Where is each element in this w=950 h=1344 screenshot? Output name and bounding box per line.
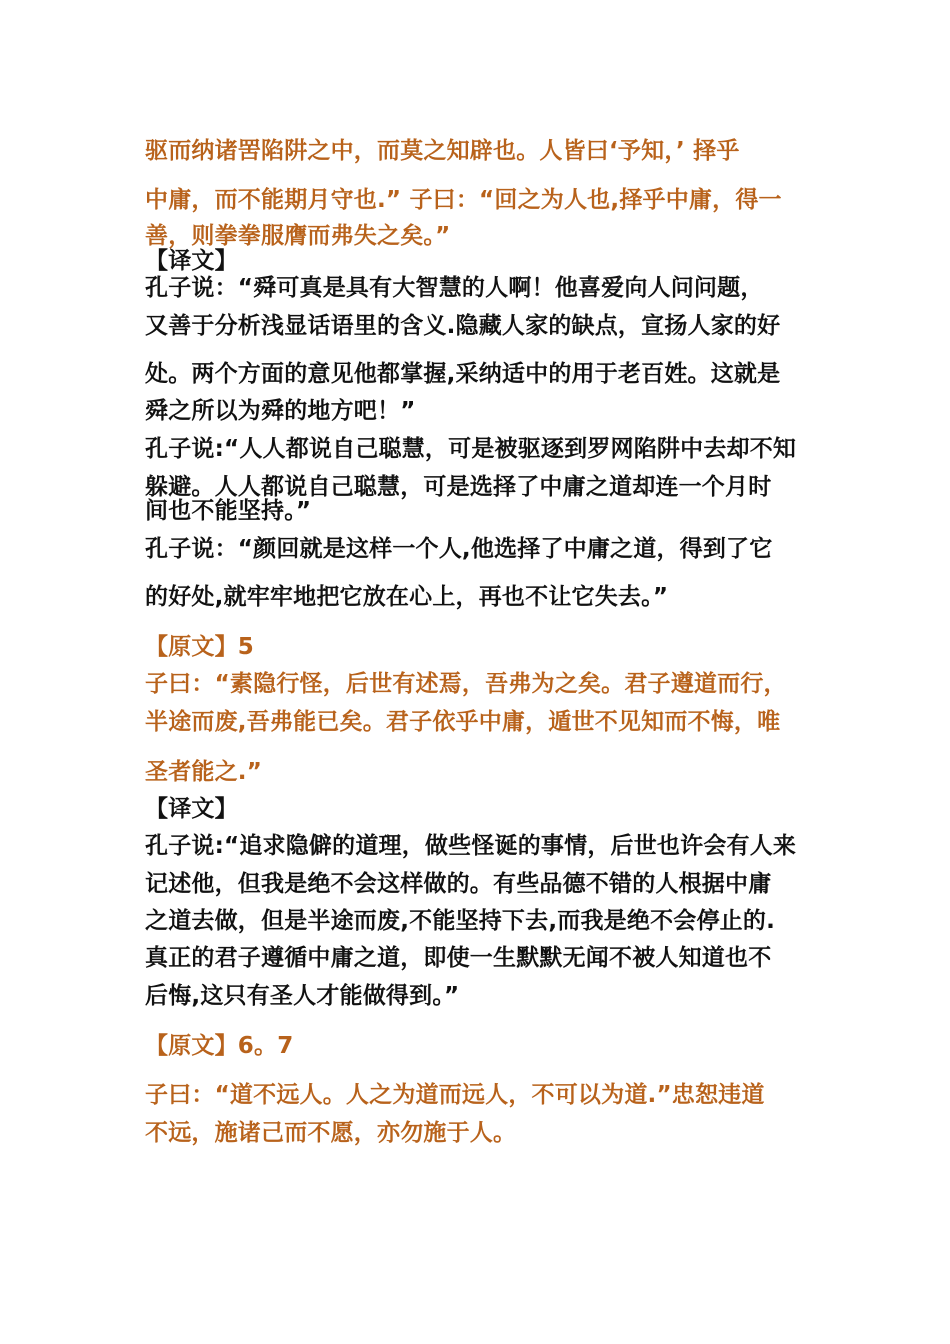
text-line: 真正的君子遵循中庸之道，即使一生默默无闻不被人知道也不 [145,945,772,971]
text-line: 半途而废,吾弗能已矣。君子依乎中庸，遁世不见知而不悔，唯 [145,709,781,735]
text-line: 又善于分析浅显话语里的含义.隐藏人家的缺点，宣扬人家的好 [145,313,781,339]
text-line: 之道去做，但是半途而废,不能坚持下去,而我是绝不会停止的. [145,908,776,934]
section-heading: 【原文】5 [145,634,255,660]
text-line: 躲避。人人都说自己聪慧，可是选择了中庸之道却连一个月时 [145,474,772,500]
text-line: 孔子说:“追求隐僻的道理，做些怪诞的事情，后世也许会有人来 [145,833,797,859]
text-line: 的好处,就牢牢地把它放在心上，再也不让它失去。” [145,584,669,610]
text-line: 后悔,这只有圣人才能做得到。” [145,983,460,1009]
section-heading: 【原文】6。7 [145,1033,294,1059]
text-line: 驱而纳诸罟陷阱之中，而莫之知辟也。人皆曰‘予知，’ 择乎 [145,138,740,164]
text-line: 舜之所以为舜的地方吧！” [145,398,416,424]
text-line: 孔子说：“舜可真是具有大智慧的人啊！他喜爱向人问问题， [145,275,764,301]
section-heading: 【译文】 [145,248,238,274]
text-line: 子曰：“道不远人。人之为道而远人，不可以为道.”忠恕违道 [145,1082,765,1108]
text-line: 善，则拳拳服膺而弗失之矣。” [145,223,451,249]
text-line: 孔子说：“颜回就是这样一个人,他选择了中庸之道，得到了它 [145,536,773,562]
text-line: 中庸，而不能期月守也.” 子曰：“回之为人也,择乎中庸，得一 [145,187,782,213]
text-line: 间也不能坚持。” [145,498,312,524]
text-line: 孔子说:“人人都说自己聪慧，可是被驱逐到罗网陷阱中去却不知 [145,436,797,462]
text-line: 不远，施诸己而不愿，亦勿施于人。 [145,1120,517,1146]
text-line: 记述他，但我是绝不会这样做的。有些品德不错的人根据中庸 [145,871,772,897]
section-heading: 【译文】 [145,796,238,822]
text-line: 处。两个方面的意见他都掌握,采纳适中的用于老百姓。这就是 [145,361,781,387]
text-line: 子曰：“素隐行怪，后世有述焉，吾弗为之矣。君子遵道而行， [145,671,787,697]
text-line: 圣者能之.” [145,759,263,785]
